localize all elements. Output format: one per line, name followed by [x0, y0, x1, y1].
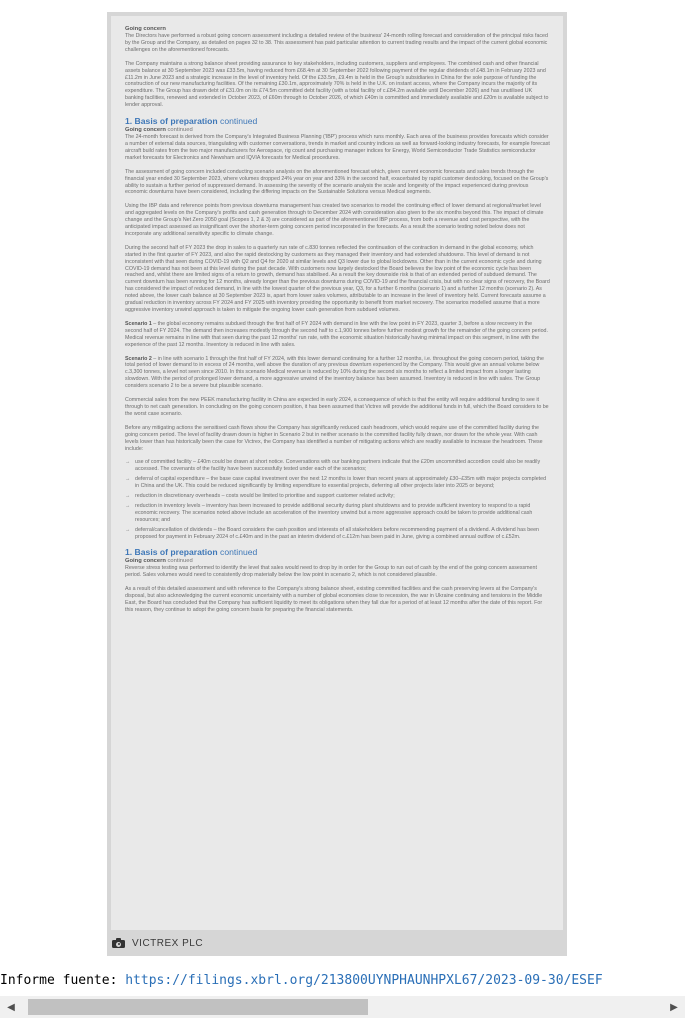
scroll-right-arrow-icon[interactable]: ▶	[670, 1001, 678, 1013]
paragraph: The assessment of going concern included conducting scenario analysis on the aforementioned forecast which, given current economic forecasts and sales trends through the financial year ended 30 September 2023, where volumes dropped 24% year on year and 33% in the second half, exacerbated by rapid customer destocking, focused on the Group's ability to sustain a further period of suppressed demand. In assessing the severity of the scenario analysis the scale and longevity of the impact experienced during previous economic downturns have been considered, including the differing impacts on the Sustainable Solutions versus Medical segments.	[125, 168, 549, 196]
paragraph: The 24-month forecast is derived from the Company's Integrated Business Planning ('IBP') process which runs monthly. Each area of the business provides forecasts which consider a number of external data sources, triangulating with customer conversations, trends in market and country indices as well as forward-looking industry forecasts, for example forecast aircraft build rates from the two major manufacturers for Aerospace, rig count and purchasing manager indices for Energy, World Semiconductor Trade Statistics semiconductor market forecasts for Electronics and Newsham and IQVIA forecasts for Medical procedures.	[125, 134, 550, 161]
list-item: → deferral of capital expenditure – the base case capital investment over the next 12 months is lower than recent years at approximately £30–£35m with major projects completed in China and the UK. This could be reduced significantly by limiting expenditure to essential projects, deferring all other projects later into 2025 or beyond;	[125, 476, 547, 490]
viewer-footer	[107, 930, 567, 956]
horizontal-scrollbar[interactable]	[0, 996, 685, 1018]
section-title: 1. Basis of preparation continued	[125, 116, 258, 127]
section-heading: Going concern continued	[125, 558, 193, 565]
scenario-paragraph	[125, 321, 550, 349]
list-item: → reduction in inventory levels – inventory has been increased to provide additional security during plant shutdowns and to provide sufficient inventory to respond to a rapid economic recovery. The scenarios noted above include an acceleration of the inventory unwind but a more aggressive approach could be taken to provide additional cash resources; and	[125, 502, 533, 523]
arrow-icon: →	[125, 526, 131, 533]
source-label: Informe fuente:	[0, 973, 118, 988]
paragraph: During the second half of FY 2023 the drop in sales to a quarterly run rate of c.830 tonnes reflected the continuation of the contraction in demand in the global economy, which started in the first quarter of FY 2023, and also the rapid destocking by customers as they managed their inventory and had extended shutdowns. This level of demand is not inconsistent with that seen during COVID-19 with Q2 and Q4 for 2020 at similar levels and Q3 lower due to global lockdowns. Other than in the current economic cycle and during COVID-19 demand has not been at this level during the past decade. With customers now largely destocked the Board believes the low point of the economic cycle has been reached and, whilst there are limited signs of a return to growth, demand has stabilised. As a result the key downside risk is that of an extended period of subdued demand. The current downturn has been running for 12 months, already longer than the previous downturns during COVID-19 and the financial crisis, but with no clear signs of recovery, the Board has considered the impact of reduced demand, in line with the lowest quarter of the previous year, Q3, for a further 6 months (scenario 1) and a further 12 months (scenario 2). As noted above, the lower cash balance at 30 September 2023 is, apart from lower sales volumes, attributable to an increase in the level of inventory held. Current forecasts assume a gradual reduction in inventory across FY 2024 and FY 2025 with inventory providing the opportunity to benefit from market recovery. The scenarios modelled assume that a more aggressive inventory unwind approach is taken to mitigate the ongoing lower cash generation from subdued volumes.	[125, 244, 550, 313]
arrow-icon: →	[125, 502, 131, 509]
company-brand: VICTREX PLC	[132, 937, 204, 949]
section-title: 1. Basis of preparation continued	[125, 547, 258, 558]
list-item: → deferral/cancellation of dividends – the Board considers the cash position and interests of all stakeholders before recommending payment of a dividend. A dividend has been proposed for payment in February 2024 of c.£40m and in the past an interim dividend of c.£12m has been paid in June, giving a combined annual outflow of c.£52m.	[125, 526, 539, 540]
arrow-icon: →	[125, 493, 131, 500]
section-heading: Going concern continued	[125, 127, 193, 134]
list-item: → reduction in discretionary overheads – costs would be limited to prioritise and support customer related activity;	[125, 493, 395, 500]
scenario-text: – the global economy remains subdued through the first half of FY 2024 with demand in line with the low point in FY 2023, quarter 3, before a slow recovery in the second half of FY 2024. The demand then increases modestly through the second half to c.1,900 tonnes before further modest growth for the remainder of the going concern period. Medical revenue remains in line with that seen during the past 12 months' run rate, with the economic situation historically having minimal impact on this segment, in line with the experience of the past 12 months. Inventory is reduced in line with sales.	[125, 320, 548, 348]
document-viewer	[107, 12, 567, 956]
paragraph: As a result of this detailed assessment and with reference to the Company's strong balance sheet, existing committed facilities and the cash preserving levers at the Company's disposal, but also acknowledging the current economic uncertainty with a number of global economies close to recession, the war in Ukraine continuing and tensions in the Middle East, the Board has concluded that the Company has sufficient liquidity to meet its obligations when they fall due for a period of at least 12 months after the date of this report. For this reason, they continue to adopt the going concern basis for preparing the financial statements.	[125, 586, 543, 613]
arrow-icon: →	[125, 476, 131, 483]
scenario-text: – in line with scenario 1 through the first half of FY 2024, with this lower demand continuing for a further 12 months, i.e. throughout the going concern period, taking the total period of lower demand to in excess of 24 months, well above the duration of any previous downturn experienced by the Company. This would give an annual volume below c.3,300 tonnes, a level not seen since 2010. In this scenario Medical revenue is reduced by 10% during the second six months to reflect a limited impact from a longer lasting slowdown. With the period of prolonged lower demand, a more aggressive unwind of the inventory balance has been assumed. Inventory is reduced in line with sales. The Group considers scenario 2 to be a severe but plausible scenario.	[125, 355, 544, 390]
scrollbar-thumb[interactable]	[28, 999, 368, 1015]
scenario-label: Scenario 1	[125, 320, 152, 327]
scenario-paragraph	[125, 356, 550, 391]
mitigating-actions-list	[125, 459, 550, 540]
scenario-label: Scenario 2	[125, 355, 152, 362]
source-link[interactable]: https://filings.xbrl.org/213800UYNPHAUNHPXL67/2023-09-30/ESEF	[125, 973, 603, 988]
arrow-icon: →	[125, 459, 131, 466]
scroll-left-arrow-icon[interactable]: ◀	[7, 1001, 15, 1013]
paragraph: Before any mitigating actions the sensitised cash flows show the Company has significantly reduced cash headroom, which would require use of the committed facility during the going concern period. The level of facility drawn down is higher in Scenario 2 but in neither scenario is the committed facility fully drawn, nor drawn for the whole year. With cash levels lower than has historically been the case for Victrex, the Company has identified a number of mitigating actions which are readily available to increase the headroom. These include:	[125, 424, 543, 452]
paragraph: Reverse stress testing was performed to identify the level that sales would need to drop by in order for the Group to run out of cash by the end of the going concern assessment period. Sales volumes would need to consistently drop materially below the low point in scenario 2, which is not considered plausible.	[125, 565, 537, 579]
paragraph: Commercial sales from the new PEEK manufacturing facility in China are expected in early 2024, a consequence of which is that the entity will require additional funding to see it through to net cash generation. In concluding on the going concern position, it has been assumed that Victrex will provide the additional funds in full, which the Board considers to be the worst case scenario.	[125, 397, 549, 417]
section-heading: Going concern	[125, 26, 166, 32]
source-report-line	[0, 973, 685, 988]
paragraph: The Company maintains a strong balance sheet providing assurance to key stakeholders, including customers, suppliers and employees. The combined cash and other financial assets balance at 30 September 2023 was £33.5m, having reduced from £68.4m at 30 September 2022 following payment of the regular dividends of £48.1m in February 2023 and £11.2m in June 2023 and a strategic increase in the level of inventory held. Of the £33.5m, £9.4m is held in the Group's subsidiaries in China for the sole purpose of funding the construction of our new manufacturing facilities. Of the remaining £30.1m, approximately 70% is held in the U.K. on instant access, where the Company incurs the majority of its expenditure. The Group has drawn debt of £31.0m on its £74.5m committed debt facility (with a total facility of c.£84.2m available until December 2026) and has unutilised UK banking facilities, renewed and extended in October 2023, of £60m through to October 2026, of which £40m is committed and immediately available and £20m is available subject to lender approval.	[125, 60, 549, 109]
document-page	[111, 16, 563, 930]
camera-icon[interactable]	[112, 938, 125, 948]
paragraph: Using the IBP data and reference points from previous downturns management has created two scenarios to model the continuing effect of lower demand at regional/market level and aggregated levels on the Company's profits and cash generation through to December 2024 with consideration also given to the six months beyond this. The impact of climate change and the Group's Net Zero 2050 goal (Scopes 1, 2 & 3) are considered as part of the aforementioned IBP process, from both a revenue and cost perspective, with the anticipated impact assessed as insignificant over the shorter-term going concern period incorporated in the forecasts. As a result the scenario testing noted below does not incorporate any additional sensitivity specific to climate change.	[125, 203, 544, 237]
paragraph: The Directors have performed a robust going concern assessment including a detailed review of the business' 24-month rolling forecast and consideration of the principal risks faced by the Group and the Company, as detailed on pages 32 to 38. This assessment has paid particular attention to current trading results and the impact of the current global economic challenges on the aforementioned forecasts.	[125, 33, 548, 53]
list-item: → use of committed facility – £40m could be drawn at short notice. Conversations with our banking partners indicate that the £20m uncommitted accordion could also be readily accessed. The covenants of the facility have been successfully tested under each of the scenarios;	[125, 459, 541, 473]
